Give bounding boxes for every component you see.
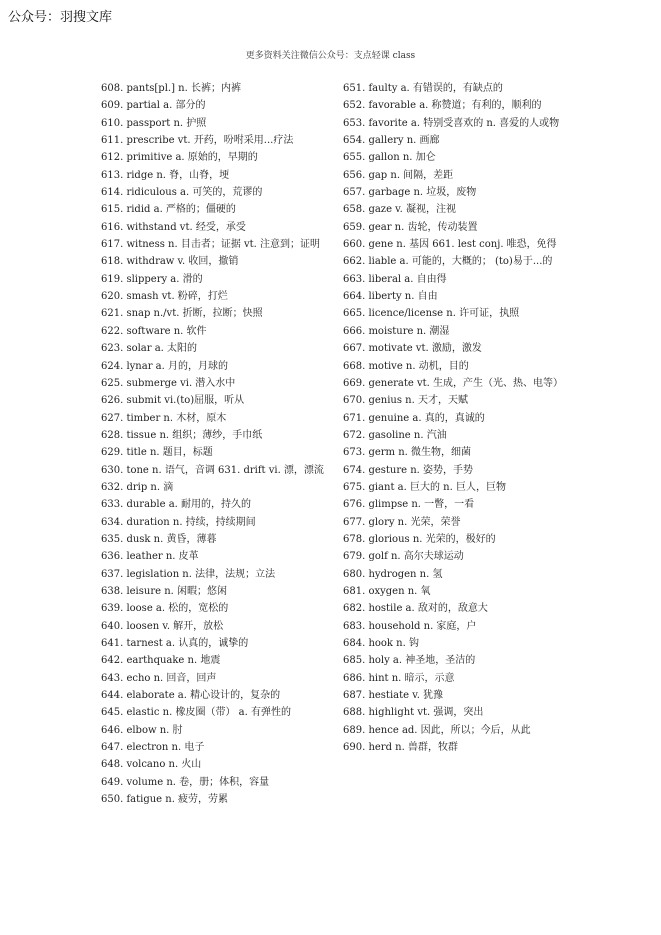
right-vocabulary-column (343, 80, 567, 756)
vocab-entry: 681. oxygen n. 氧 (343, 585, 431, 597)
vocab-entry: 676. glimpse n. 一瞥，一看 (343, 499, 475, 511)
vocab-entry: 641. tarnest a. 认真的，诚挚的 (101, 638, 249, 649)
vocab-entry: 633. durable a. 耐用的，持久的 (101, 499, 252, 511)
vocab-entry: 630. tone n. 语气，音调 631. drift vi. 漂，漂流 (101, 464, 324, 476)
left-vocabulary-column (101, 80, 327, 808)
vocab-entry: 639. loose a. 松的，宽松的 (101, 603, 229, 615)
vocab-entry: 664. liberty n. 自由 (343, 291, 438, 303)
vocab-entry: 638. leisure n. 闲暇；悠闲 (101, 585, 228, 597)
vocab-entry: 667. motivate vt. 激励，激发 (343, 343, 482, 355)
vocab-entry: 678. glorious n. 光荣的，极好的 (343, 533, 496, 545)
vocab-entry: 624. lynar a. 月的，月球的 (101, 360, 228, 372)
vocab-entry: 663. liberal a. 自由得 (343, 273, 447, 285)
vocab-entry: 682. hostile a. 敌对的，敌意大 (343, 603, 488, 615)
vocab-entry: 675. giant a. 巨大的 n. 巨人，巨物 (343, 481, 506, 493)
vocab-entry: 634. duration n. 持续，持续期间 (101, 516, 256, 528)
vocab-entry: 654. gallery n. 画廊 (343, 135, 440, 147)
vocab-entry: 690. herd n. 兽群，牧群 (343, 742, 458, 754)
vocab-entry: 618. withdraw v. 收回，撤销 (101, 256, 239, 268)
vocab-entry: 651. faulty a. 有错误的，有缺点的 (343, 83, 503, 94)
vocab-entry: 685. holy a. 神圣地，圣洁的 (343, 655, 476, 667)
vocab-entry: 644. elaborate a. 精心设计的，复杂的 (101, 690, 281, 702)
vocab-entry: 689. hence ad. 因此，所以；今后，从此 (343, 724, 531, 736)
vocab-entry: 614. ridiculous a. 可笑的，荒谬的 (101, 187, 263, 199)
vocab-entry: 674. gesture n. 姿势，手势 (343, 464, 474, 476)
vocab-entry: 687. hestiate v. 犹豫 (343, 690, 444, 702)
vocab-entry: 608. pants[pl.] n. 长裤；内裤 (101, 83, 241, 94)
vocab-entry: 662. liable a. 可能的，大概的； (to)易于...的 (343, 256, 553, 268)
vocab-entry: 673. germ n. 微生物，细菌 (343, 447, 472, 459)
header-note: 更多资料关注微信公众号：支点轻课 class (245, 51, 416, 61)
vocab-entry: 658. gaze v. 凝视，注视 (343, 204, 456, 216)
vocab-entry: 628. tissue n. 组织；薄纱，手巾纸 (101, 429, 263, 441)
vocab-entry: 636. leather n. 皮革 (101, 551, 199, 563)
vocab-entry: 659. gear n. 齿轮，传动装置 (343, 221, 478, 233)
vocab-entry: 665. licence/license n. 许可证，执照 (343, 308, 520, 320)
vocab-entry: 660. gene n. 基因 661. lest conj. 唯恐，免得 (343, 239, 557, 251)
vocab-entry: 627. timber n. 木材，原木 (101, 412, 227, 424)
vocab-entry: 621. snap n./vt. 折断，拉断；快照 (101, 308, 263, 320)
vocab-entry: 683. household n. 家庭，户 (343, 620, 477, 632)
vocab-entry: 609. partial a. 部分的 (101, 100, 206, 112)
vocab-entry: 612. primitive a. 原始的，早期的 (101, 152, 258, 164)
vocab-entry: 646. elbow n. 肘 (101, 724, 183, 736)
vocab-entry: 625. submerge vi. 潜入水中 (101, 377, 236, 389)
vocab-entry: 637. legislation n. 法律，法规；立法 (101, 568, 276, 580)
vocab-entry: 668. motive n. 动机，目的 (343, 360, 469, 372)
vocab-entry: 626. submit vi.(to)屈服，听从 (101, 395, 245, 407)
vocab-entry: 652. favorable a. 称赞道；有利的，顺利的 (343, 100, 542, 112)
vocab-entry: 677. glory n. 光荣，荣誉 (343, 516, 461, 528)
vocab-entry: 622. software n. 软件 (101, 325, 207, 337)
vocab-entry: 623. solar a. 太阳的 (101, 343, 198, 355)
vocab-entry: 616. withstand vt. 经受，承受 (101, 221, 246, 233)
vocab-entry: 655. gallon n. 加仑 (343, 152, 436, 164)
vocab-entry: 620. smash vt. 粉碎，打烂 (101, 291, 228, 303)
vocab-entry: 647. electron n. 电子 (101, 742, 205, 754)
corner-watermark-label: 公众号：羽搜文库 (8, 10, 113, 25)
vocab-entry: 619. slippery a. 滑的 (101, 273, 203, 285)
vocab-entry: 671. genuine a. 真的，真诚的 (343, 412, 485, 424)
vocab-entry: 656. gap n. 间隔，差距 (343, 169, 454, 181)
vocab-entry: 629. title n. 题目，标题 (101, 447, 213, 459)
vocab-entry: 617. witness n. 目击者；证据 vt. 注意到；证明 (101, 239, 321, 251)
vocab-entry: 672. gasoline n. 汽油 (343, 429, 447, 441)
vocab-entry: 688. highlight vt. 强调，突出 (343, 707, 484, 719)
vocab-entry: 684. hook n. 钩 (343, 638, 419, 649)
vocab-entry: 679. golf n. 高尔夫球运动 (343, 551, 464, 563)
vocab-entry: 666. moisture n. 潮湿 (343, 325, 450, 337)
vocab-entry: 611. prescribe vt. 开药，吩咐采用...疗法 (101, 135, 294, 147)
vocab-entry: 643. echo n. 回音，回声 (101, 672, 217, 684)
vocab-entry: 649. volume n. 卷，册；体积，容量 (101, 776, 270, 788)
vocab-entry: 635. dusk n. 黄昏，薄暮 (101, 533, 217, 545)
vocab-entry: 615. ridid a. 严格的；僵硬的 (101, 204, 236, 216)
vocab-entry: 653. favorite a. 特别受喜欢的 n. 喜爱的人或物 (343, 117, 560, 129)
vocab-entry: 613. ridge n. 脊，山脊，埂 (101, 169, 230, 181)
vocab-entry: 686. hint n. 暗示，示意 (343, 672, 455, 684)
vocab-entry: 680. hydrogen n. 氢 (343, 568, 443, 580)
vocab-entry: 640. loosen v. 解开，放松 (101, 620, 224, 632)
vocab-entry: 648. volcano n. 火山 (101, 759, 202, 771)
vocab-entry: 650. fatigue n. 疲劳，劳累 (101, 794, 229, 806)
vocab-entry: 657. garbage n. 垃圾，废物 (343, 187, 477, 199)
vocab-entry: 610. passport n. 护照 (101, 117, 207, 129)
vocab-entry: 670. genius n. 天才，天赋 (343, 395, 468, 407)
vocab-entry: 645. elastic n. 橡皮圈（带） a. 有弹性的 (101, 707, 291, 719)
vocab-entry: 669. generate vt. 生成，产生（光、热、电等） (343, 377, 564, 389)
vocab-entry: 632. drip n. 滴 (101, 481, 174, 493)
vocab-entry: 642. earthquake n. 地震 (101, 655, 221, 667)
